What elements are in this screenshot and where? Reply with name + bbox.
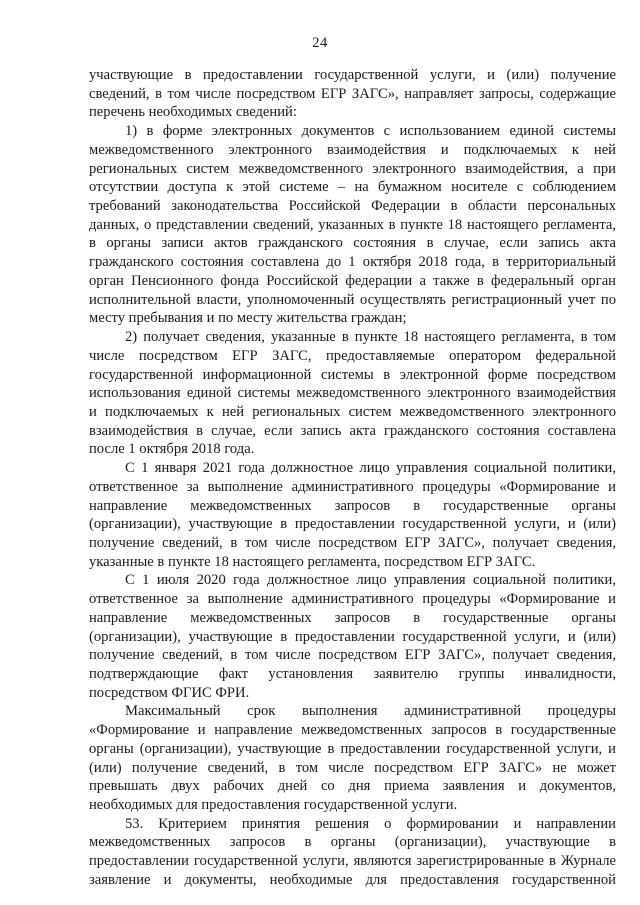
text-line: числе посредством ЕГР ЗАГС, предоставляемые оператором федеральной (89, 347, 616, 364)
text-line: получение сведений, в том числе посредством ЕГР ЗАГС», получает сведения, (89, 534, 616, 551)
text-line: С 1 июля 2020 года должностное лицо управления социальной политики, (125, 572, 616, 589)
text-line: посредством ФГИС ФРИ. (89, 684, 250, 701)
text-line: и подключаемых к ней региональных систем межведомственного электронного (89, 403, 616, 420)
text-line: превышать двух рабочих дней со дня приема заявления и документов, (89, 778, 616, 795)
text-line: получение сведений, в том числе посредством ЕГР ЗАГС», получает сведения, (89, 647, 616, 664)
text-line: указанные в пункте 18 настоящего регламента, посредством ЕГР ЗАГС. (89, 553, 536, 570)
text-line: орган Пенсионного фонда Российской федерации а также в федеральный орган (89, 272, 616, 289)
text-line: межведомственных запросов в органы (организации), участвующие в (89, 834, 616, 851)
text-line: требований законодательства Российской Федерации в области персональных (89, 198, 616, 215)
text-line: органы (организации), участвующие в предоставлении государственной услуги, и (89, 740, 616, 757)
text-line: направление межведомственных запросов в государственные органы (89, 497, 616, 514)
text-line: государственной информационной системы в электронной форме посредством (89, 366, 616, 383)
text-line: исполнительной власти, уполномоченный осуществлять регистрационный учет по (89, 291, 616, 308)
text-line: взаимодействия в случае, если запись акта гражданского состояния составлена (89, 422, 616, 439)
text-line: 53. Критерием принятия решения о формировании и направлении (125, 815, 616, 832)
text-line: 2) получает сведения, указанные в пункте 18 настоящего регламента, в том (125, 329, 616, 346)
text-line: предоставлении государственной услуги, являются зарегистрированные в Журнале (89, 853, 616, 870)
text-line: в органы записи актов гражданского состояния в случае, если запись акта (89, 235, 616, 252)
text-line: отсутствии доступа к этой системе – на бумажном носителе с соблюдением (89, 179, 616, 196)
text-line: участвующие в предоставлении государственной услуги, и (или) получение (89, 67, 616, 83)
text-line: 1) в форме электронных документов с использованием единой системы (125, 123, 616, 140)
text-line: (или) получение сведений, в том числе посредством ЕГР ЗАГС» не может (89, 759, 616, 776)
text-line: направление межведомственных запросов в государственные органы (89, 609, 616, 626)
page-number: 24 (312, 35, 328, 51)
text-line: использования единой системы межведомственного электронного взаимодействия (89, 385, 616, 402)
text-line: межведомственного электронного взаимодействия и подключаемых к ней (89, 141, 616, 158)
text-line: «Формирование и направление межведомственных запросов в государственные (89, 722, 616, 739)
text-line: перечень необходимых сведений: (89, 104, 297, 121)
text-line: ответственное за выполнение административного процедуры «Формирование и (89, 478, 616, 495)
text-line: месту пребывания и по месту жительства граждан; (89, 310, 407, 327)
text-line: С 1 января 2021 года должностное лицо управления социальной политики, (125, 460, 616, 477)
text-line: гражданского состояния составлена до 1 октября 2018 года, в территориальный (89, 254, 616, 271)
text-line: (организации), участвующие в предоставлении государственной услуги, и (или) (89, 628, 616, 645)
text-line: Максимальный срок выполнения административной процедуры (125, 703, 616, 720)
text-line: необходимых для предоставления государственной услуги. (89, 797, 458, 814)
text-line: ответственное за выполнение административного процедуры «Формирование и (89, 591, 616, 608)
text-line: данных, о представлении сведений, указанных в пункте 18 настоящего регламента, (89, 216, 616, 233)
text-line: подтверждающие факт установления заявителю группы инвалидности, (89, 666, 616, 682)
document-body-text (89, 66, 616, 890)
text-line: региональных систем межведомственного электронного взаимодействия, а при (89, 160, 616, 177)
text-line: сведений, в том числе посредством ЕГР ЗАГС», направляет запросы, содержащие (89, 85, 616, 102)
text-line: после 1 октября 2018 года. (89, 441, 255, 458)
text-line: заявление и документы, необходимые для предоставления государственной (89, 871, 616, 888)
text-line: (организации), участвующие в предоставлении государственной услуги, и (или) (89, 516, 616, 533)
